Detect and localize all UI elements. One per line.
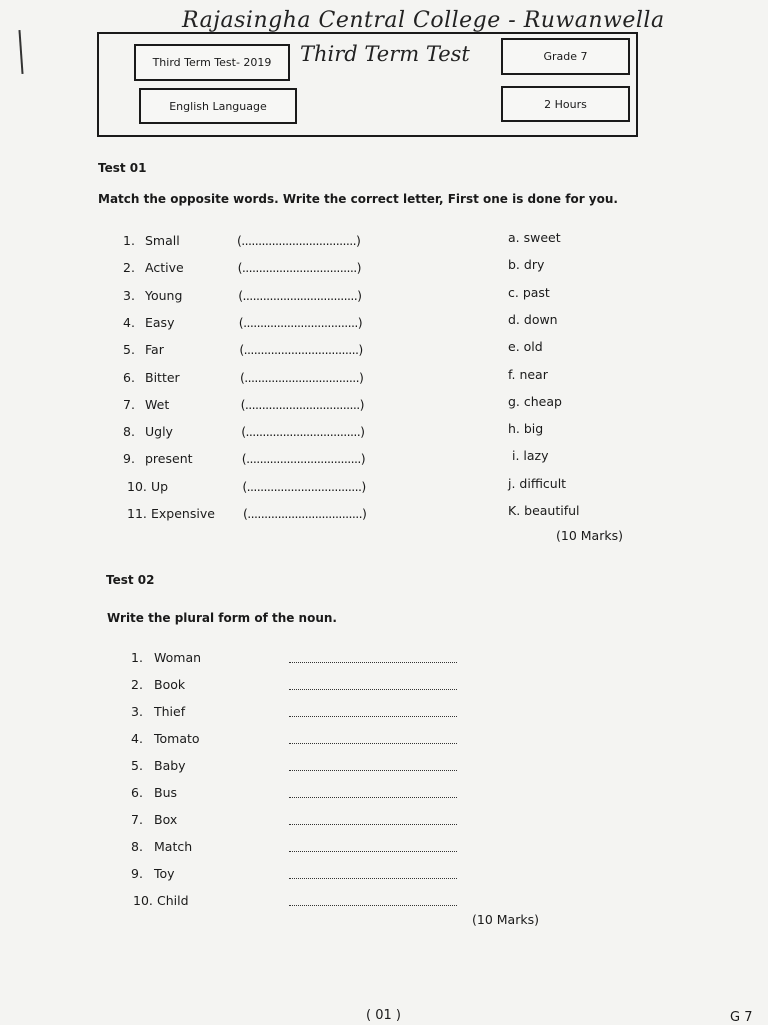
question-number: 2. bbox=[123, 260, 135, 276]
answer-blank[interactable]: (..................................) bbox=[238, 314, 363, 330]
question-number: 4. bbox=[123, 314, 135, 330]
answer-option: i. lazy bbox=[512, 448, 549, 464]
question-number: 8. bbox=[123, 424, 135, 440]
question-word: Thief bbox=[154, 704, 186, 719]
test02-row bbox=[0, 731, 600, 749]
test01-row bbox=[0, 366, 600, 388]
exam-header-box bbox=[97, 32, 638, 137]
test02-row bbox=[0, 866, 600, 884]
question-word: Expensive bbox=[151, 506, 215, 521]
question-number: 1. bbox=[131, 650, 143, 665]
answer-option: f. near bbox=[508, 366, 548, 382]
question-number: 6. bbox=[123, 369, 135, 385]
question-word: Bus bbox=[154, 785, 178, 800]
test01-heading: Test 01 bbox=[98, 161, 147, 175]
answer-line[interactable] bbox=[289, 905, 457, 906]
answer-blank[interactable]: (..................................) bbox=[237, 260, 361, 276]
test02-row bbox=[0, 839, 600, 857]
question-number: 7. bbox=[123, 396, 135, 412]
question-word: Toy bbox=[154, 866, 175, 881]
question-number: 7. bbox=[131, 812, 143, 827]
answer-line[interactable] bbox=[289, 743, 457, 744]
question-word: Wet bbox=[145, 396, 170, 412]
test02-row bbox=[0, 677, 600, 695]
question-word: Small bbox=[145, 233, 180, 248]
corner-mark: G 7 bbox=[730, 1010, 753, 1025]
test01-row bbox=[0, 230, 600, 251]
test02-heading: Test 02 bbox=[106, 573, 155, 587]
answer-blank[interactable]: (..................................) bbox=[238, 287, 362, 303]
test02-row bbox=[0, 785, 600, 803]
test01-row bbox=[0, 475, 600, 497]
test01-row bbox=[0, 311, 600, 333]
test01-row bbox=[0, 257, 600, 278]
answer-line[interactable] bbox=[289, 797, 457, 798]
answer-line[interactable] bbox=[289, 689, 457, 690]
question-number: 9. bbox=[131, 866, 143, 881]
question-word: Young bbox=[145, 287, 183, 303]
question-number: 3. bbox=[123, 287, 135, 303]
answer-option: a. sweet bbox=[508, 230, 561, 245]
test01-instruction: Match the opposite words. Write the correct letter, First one is done for you. bbox=[98, 192, 618, 206]
test01-row bbox=[0, 339, 600, 360]
question-number: 11. bbox=[127, 506, 147, 521]
answer-option: h. big bbox=[508, 421, 544, 437]
question-number: 1. bbox=[123, 233, 135, 248]
question-word: Active bbox=[145, 260, 184, 276]
grade-box: Grade 7 bbox=[501, 38, 630, 75]
answer-option: j. difficult bbox=[508, 475, 567, 491]
answer-option: b. dry bbox=[508, 257, 545, 273]
question-word: Tomato bbox=[154, 731, 200, 746]
question-number: 10. bbox=[127, 478, 147, 494]
term-test-box: Third Term Test- 2019 bbox=[134, 44, 290, 81]
question-word: present bbox=[145, 451, 193, 467]
answer-blank[interactable]: (..................................) bbox=[242, 478, 366, 494]
margin-pen-mark bbox=[18, 30, 23, 74]
question-word: Easy bbox=[145, 314, 175, 330]
question-number: 8. bbox=[131, 839, 143, 854]
question-number: 4. bbox=[131, 731, 143, 746]
question-word: Baby bbox=[154, 758, 186, 773]
question-word: Ugly bbox=[145, 424, 173, 440]
question-word: Book bbox=[154, 677, 186, 692]
test02-marks: (10 Marks) bbox=[472, 912, 539, 927]
question-word: Child bbox=[157, 893, 189, 908]
question-word: Box bbox=[154, 812, 178, 827]
answer-blank[interactable]: (..................................) bbox=[241, 424, 365, 440]
answer-blank[interactable]: (..................................) bbox=[243, 506, 367, 521]
question-number: 10. bbox=[133, 893, 153, 908]
answer-line[interactable] bbox=[289, 716, 457, 717]
test01-marks: (10 Marks) bbox=[556, 528, 623, 543]
question-number: 5. bbox=[131, 758, 143, 773]
school-title: Rajasingha Central College - Ruwanwella bbox=[182, 8, 665, 33]
test01-row bbox=[0, 503, 600, 524]
test01-row bbox=[0, 284, 600, 306]
answer-option: c. past bbox=[508, 284, 550, 300]
test01-row bbox=[0, 448, 600, 469]
page-number: ( 01 ) bbox=[366, 1008, 401, 1023]
question-word: Far bbox=[145, 342, 164, 358]
answer-blank[interactable]: (..................................) bbox=[241, 451, 366, 467]
question-word: Bitter bbox=[145, 369, 180, 385]
test02-row bbox=[0, 650, 600, 668]
question-number: 6. bbox=[131, 785, 143, 800]
question-number: 5. bbox=[123, 342, 135, 358]
question-word: Up bbox=[151, 478, 169, 494]
test02-instruction: Write the plural form of the noun. bbox=[107, 611, 337, 625]
test01-row bbox=[0, 421, 600, 442]
answer-blank[interactable]: (..................................) bbox=[240, 396, 364, 412]
answer-blank[interactable]: (..................................) bbox=[240, 369, 364, 385]
answer-line[interactable] bbox=[289, 662, 457, 663]
answer-option: d. down bbox=[508, 311, 558, 327]
question-word: Woman bbox=[154, 650, 202, 665]
answer-option: K. beautiful bbox=[508, 503, 580, 518]
answer-blank[interactable]: (..................................) bbox=[239, 342, 363, 358]
handwritten-title: Third Term Test bbox=[300, 42, 470, 66]
answer-line[interactable] bbox=[289, 770, 457, 771]
test01-row bbox=[0, 393, 600, 415]
question-number: 3. bbox=[131, 704, 143, 719]
answer-line[interactable] bbox=[289, 851, 457, 852]
answer-option: g. cheap bbox=[508, 393, 562, 409]
question-number: 2. bbox=[131, 677, 143, 692]
test02-row bbox=[0, 893, 600, 911]
test02-row bbox=[0, 704, 600, 722]
answer-line[interactable] bbox=[289, 824, 457, 825]
question-number: 9. bbox=[123, 451, 135, 467]
answer-option: e. old bbox=[508, 339, 543, 355]
answer-line[interactable] bbox=[289, 878, 457, 879]
answer-blank[interactable]: (..................................) bbox=[237, 233, 361, 248]
subject-box: English Language bbox=[139, 88, 297, 124]
test02-row bbox=[0, 758, 600, 776]
test02-row bbox=[0, 812, 600, 830]
question-word: Match bbox=[154, 839, 193, 854]
duration-box: 2 Hours bbox=[501, 86, 630, 122]
